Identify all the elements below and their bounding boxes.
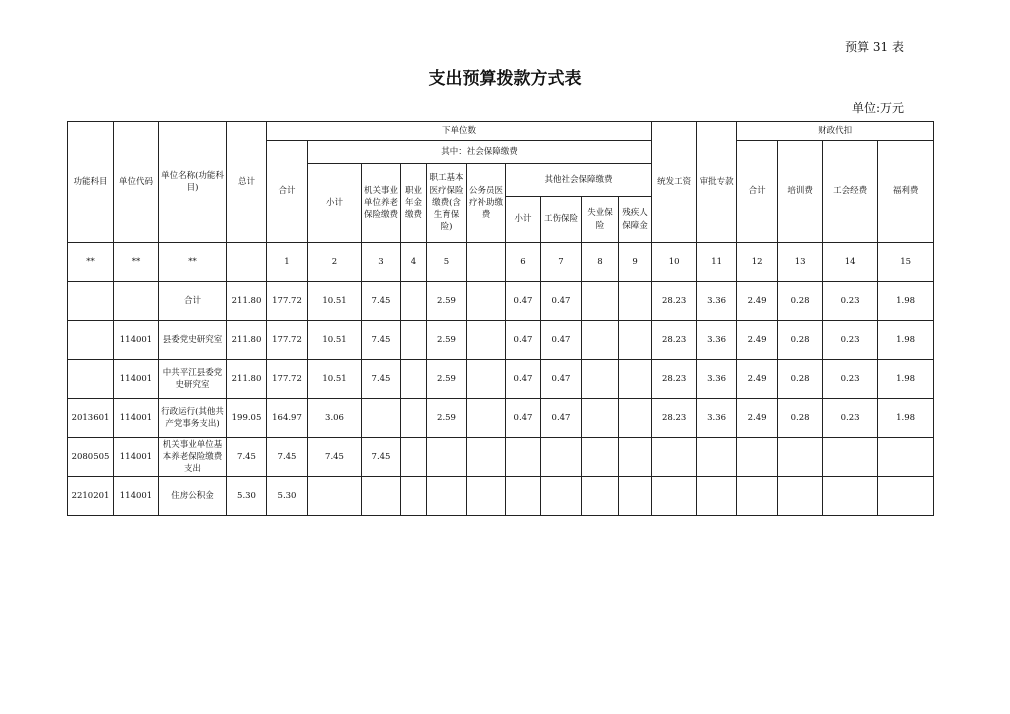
header-including-social: 其中：社会保障缴费	[308, 141, 652, 164]
header-unit-name: 单位名称(功能科目)	[159, 122, 227, 243]
cell-union	[823, 477, 878, 516]
cell-disabled	[619, 438, 652, 477]
cell-unified-wage: 28.23	[652, 399, 697, 438]
index-cell: 10	[652, 243, 697, 282]
cell-unit-code: 114001	[114, 360, 159, 399]
cell-func-subject	[68, 321, 114, 360]
header-other-social: 其他社会保障缴费	[506, 164, 652, 197]
cell-disabled	[619, 360, 652, 399]
cell-total: 211.80	[227, 282, 267, 321]
cell-other-subtotal	[506, 477, 541, 516]
index-cell: 3	[362, 243, 401, 282]
cell-union: 0.23	[823, 282, 878, 321]
cell-total: 199.05	[227, 399, 267, 438]
index-cell: 12	[737, 243, 778, 282]
index-row	[68, 243, 934, 282]
index-cell: **	[68, 243, 114, 282]
index-cell: 11	[697, 243, 737, 282]
cell-total: 211.80	[227, 360, 267, 399]
form-number: 预算 31 表	[845, 40, 904, 54]
cell-annuity	[401, 321, 427, 360]
budget-table	[67, 121, 934, 516]
cell-subtotal: 10.51	[308, 282, 362, 321]
cell-civil-medical	[467, 477, 506, 516]
cell-special: 3.36	[697, 399, 737, 438]
index-cell: 8	[582, 243, 619, 282]
table-row	[68, 282, 934, 321]
cell-union: 0.23	[823, 321, 878, 360]
cell-disabled	[619, 282, 652, 321]
cell-unit-code: 114001	[114, 477, 159, 516]
cell-unemployment	[582, 438, 619, 477]
cell-other-subtotal: 0.47	[506, 399, 541, 438]
cell-heji: 7.45	[267, 438, 308, 477]
cell-medical	[427, 438, 467, 477]
cell-subtotal: 7.45	[308, 438, 362, 477]
header-training: 培训费	[778, 141, 823, 243]
cell-welfare: 1.98	[878, 321, 934, 360]
cell-training: 0.28	[778, 399, 823, 438]
table-row	[68, 477, 934, 516]
cell-training	[778, 477, 823, 516]
cell-special: 3.36	[697, 321, 737, 360]
table-row	[68, 360, 934, 399]
cell-special: 3.36	[697, 282, 737, 321]
header-other-subtotal: 小计	[506, 197, 541, 243]
cell-fin-total: 2.49	[737, 360, 778, 399]
header-unit-code: 单位代码	[114, 122, 159, 243]
cell-civil-medical	[467, 399, 506, 438]
index-cell: 6	[506, 243, 541, 282]
index-cell: 13	[778, 243, 823, 282]
cell-civil-medical	[467, 282, 506, 321]
cell-disabled	[619, 399, 652, 438]
header-jiguan-pension: 机关事业单位养老保险缴费	[362, 164, 401, 243]
cell-pension: 7.45	[362, 321, 401, 360]
cell-unit-name: 机关事业单位基本养老保险缴费支出	[159, 438, 227, 477]
cell-fin-total	[737, 477, 778, 516]
index-cell: 9	[619, 243, 652, 282]
cell-pension	[362, 399, 401, 438]
cell-welfare	[878, 477, 934, 516]
cell-pension: 7.45	[362, 360, 401, 399]
cell-unit-code: 114001	[114, 321, 159, 360]
cell-special: 3.36	[697, 360, 737, 399]
header-union: 工会经费	[823, 141, 878, 243]
header-heji: 合计	[267, 141, 308, 243]
index-cell: 15	[878, 243, 934, 282]
cell-welfare: 1.98	[878, 282, 934, 321]
cell-civil-medical	[467, 321, 506, 360]
cell-union: 0.23	[823, 399, 878, 438]
cell-unit-name: 住房公积金	[159, 477, 227, 516]
index-cell: 14	[823, 243, 878, 282]
header-welfare: 福利费	[878, 141, 934, 243]
cell-welfare: 1.98	[878, 399, 934, 438]
header-special: 审批专款	[697, 122, 737, 243]
cell-injury	[541, 477, 582, 516]
header-disabled: 残疾人保障金	[619, 197, 652, 243]
cell-total: 211.80	[227, 321, 267, 360]
cell-disabled	[619, 321, 652, 360]
header-medical: 职工基本医疗保险缴费(含生育保险)	[427, 164, 467, 243]
cell-total: 5.30	[227, 477, 267, 516]
cell-other-subtotal	[506, 438, 541, 477]
cell-heji: 177.72	[267, 321, 308, 360]
cell-annuity	[401, 282, 427, 321]
header-total: 总计	[227, 122, 267, 243]
cell-unit-code: 114001	[114, 399, 159, 438]
cell-unemployment	[582, 399, 619, 438]
cell-subtotal	[308, 477, 362, 516]
cell-fin-total: 2.49	[737, 321, 778, 360]
table-row	[68, 399, 934, 438]
cell-subtotal: 10.51	[308, 321, 362, 360]
cell-special	[697, 438, 737, 477]
cell-medical: 2.59	[427, 282, 467, 321]
cell-func-subject	[68, 360, 114, 399]
cell-medical	[427, 477, 467, 516]
cell-unified-wage	[652, 477, 697, 516]
cell-unit-code	[114, 282, 159, 321]
cell-unified-wage	[652, 438, 697, 477]
cell-func-subject	[68, 282, 114, 321]
cell-unit-code: 114001	[114, 438, 159, 477]
header-civil-medical: 公务员医疗补助缴费	[467, 164, 506, 243]
cell-unified-wage: 28.23	[652, 360, 697, 399]
header-finance: 财政代扣	[737, 122, 934, 141]
cell-injury: 0.47	[541, 282, 582, 321]
header-zhiye-annuity: 职业年金缴费	[401, 164, 427, 243]
index-cell: 2	[308, 243, 362, 282]
cell-fin-total: 2.49	[737, 282, 778, 321]
header-unemployment: 失业保险	[582, 197, 619, 243]
cell-welfare: 1.98	[878, 360, 934, 399]
cell-fin-total	[737, 438, 778, 477]
cell-training: 0.28	[778, 360, 823, 399]
cell-pension	[362, 477, 401, 516]
header-subtotal: 小计	[308, 164, 362, 243]
cell-heji: 5.30	[267, 477, 308, 516]
cell-other-subtotal: 0.47	[506, 282, 541, 321]
header-fin-total: 合计	[737, 141, 778, 243]
cell-unit-name: 合计	[159, 282, 227, 321]
cell-unemployment	[582, 321, 619, 360]
cell-unit-name: 中共平江县委党史研究室	[159, 360, 227, 399]
index-cell: 1	[267, 243, 308, 282]
cell-total: 7.45	[227, 438, 267, 477]
cell-subtotal: 10.51	[308, 360, 362, 399]
cell-fin-total: 2.49	[737, 399, 778, 438]
cell-medical: 2.59	[427, 321, 467, 360]
cell-func-subject: 2013601	[68, 399, 114, 438]
table-row	[68, 438, 934, 477]
cell-injury: 0.47	[541, 321, 582, 360]
cell-unit-name: 行政运行(其他共产党事务支出)	[159, 399, 227, 438]
cell-other-subtotal: 0.47	[506, 360, 541, 399]
cell-injury: 0.47	[541, 360, 582, 399]
index-cell: 7	[541, 243, 582, 282]
cell-func-subject: 2080505	[68, 438, 114, 477]
cell-disabled	[619, 477, 652, 516]
cell-unemployment	[582, 360, 619, 399]
cell-annuity	[401, 360, 427, 399]
page-title: 支出预算拨款方式表	[428, 69, 582, 89]
cell-unemployment	[582, 282, 619, 321]
header-injury: 工伤保险	[541, 197, 582, 243]
cell-other-subtotal: 0.47	[506, 321, 541, 360]
header-lower-units: 下单位数	[267, 122, 652, 141]
cell-heji: 164.97	[267, 399, 308, 438]
index-cell: **	[114, 243, 159, 282]
table-row	[68, 321, 934, 360]
index-cell: **	[159, 243, 227, 282]
cell-training: 0.28	[778, 321, 823, 360]
cell-special	[697, 477, 737, 516]
cell-subtotal: 3.06	[308, 399, 362, 438]
cell-union	[823, 438, 878, 477]
cell-training: 0.28	[778, 282, 823, 321]
index-cell	[227, 243, 267, 282]
index-cell: 5	[427, 243, 467, 282]
cell-unit-name: 县委党史研究室	[159, 321, 227, 360]
cell-unemployment	[582, 477, 619, 516]
cell-heji: 177.72	[267, 282, 308, 321]
header-func-subject: 功能科目	[68, 122, 114, 243]
cell-unified-wage: 28.23	[652, 321, 697, 360]
cell-unified-wage: 28.23	[652, 282, 697, 321]
cell-union: 0.23	[823, 360, 878, 399]
cell-annuity	[401, 477, 427, 516]
cell-medical: 2.59	[427, 360, 467, 399]
cell-medical: 2.59	[427, 399, 467, 438]
cell-pension: 7.45	[362, 438, 401, 477]
unit-label: 单位:万元	[851, 101, 904, 115]
cell-civil-medical	[467, 438, 506, 477]
header-unified-wage: 统发工资	[652, 122, 697, 243]
cell-injury	[541, 438, 582, 477]
cell-heji: 177.72	[267, 360, 308, 399]
cell-training	[778, 438, 823, 477]
index-cell	[467, 243, 506, 282]
index-cell: 4	[401, 243, 427, 282]
cell-annuity	[401, 399, 427, 438]
cell-welfare	[878, 438, 934, 477]
cell-annuity	[401, 438, 427, 477]
cell-func-subject: 2210201	[68, 477, 114, 516]
cell-civil-medical	[467, 360, 506, 399]
cell-injury: 0.47	[541, 399, 582, 438]
cell-pension: 7.45	[362, 282, 401, 321]
